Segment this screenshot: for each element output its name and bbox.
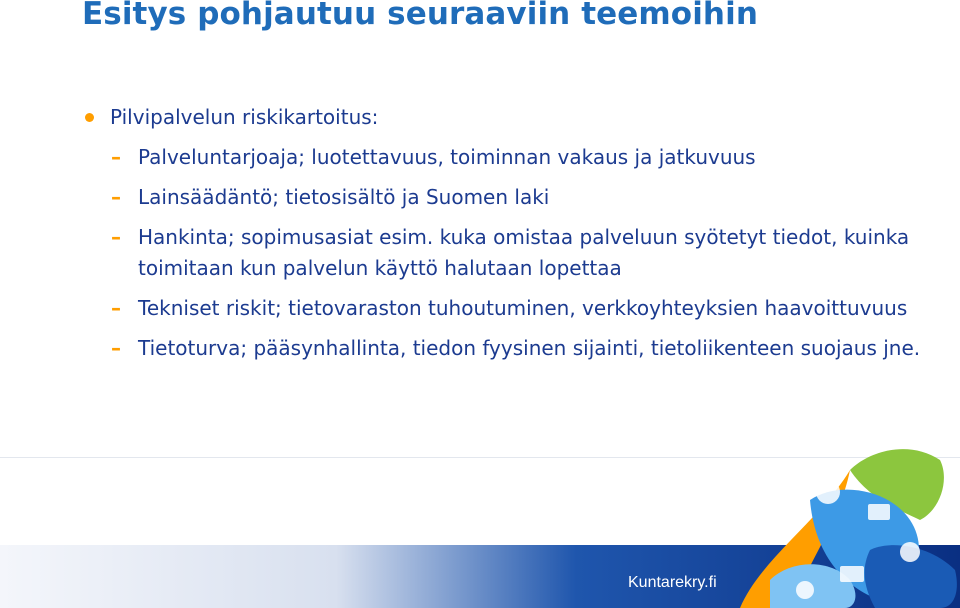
sub-item (80, 222, 940, 284)
brand-label: Kuntarekry.fi (628, 574, 717, 591)
sub-item-text: Lainsäädäntö; tietosisältö ja Suomen laki (138, 185, 550, 209)
sub-item (80, 293, 940, 324)
sub-item-text: Tekniset riskit; tietovaraston tuhoutuminen, verkkoyhteyksien haavoittuvuus (138, 296, 908, 320)
book-icon (868, 504, 890, 520)
sub-item-text: Hankinta; sopimusasiat esim. kuka omistaa palveluun syötetyt tiedot, kuinka toimitaan kun palvelun käyttö halutaan lopettaa (138, 225, 910, 280)
sub-item (80, 182, 940, 213)
dash-icon: – (111, 336, 121, 360)
sub-item-text: Palveluntarjoaja; luotettavuus, toiminnan vakaus ja jatkuvuus (138, 145, 756, 169)
bullet-list (80, 102, 940, 373)
bullet-dot-icon (85, 113, 94, 122)
dash-icon: – (111, 225, 121, 249)
health-icon (900, 542, 920, 562)
laptop-icon (840, 566, 864, 582)
bullet-label: Pilvipalvelun riskikartoitus: (110, 105, 379, 129)
sub-item (80, 142, 940, 173)
phone-icon (782, 508, 798, 530)
tree-icon (816, 480, 840, 504)
slide-title: Esitys pohjautuu seuraaviin teemoihin (82, 0, 758, 32)
cloud-illustration-icon (700, 440, 960, 608)
tools-icon (796, 581, 814, 599)
sub-item (80, 333, 940, 364)
sub-item-text: Tietoturva; pääsynhallinta, tiedon fyysinen sijainti, tietoliikenteen suojaus jne. (138, 336, 921, 360)
dash-icon: – (111, 185, 121, 209)
bullet-item (80, 102, 940, 133)
dash-icon: – (111, 296, 121, 320)
dash-icon: – (111, 145, 121, 169)
